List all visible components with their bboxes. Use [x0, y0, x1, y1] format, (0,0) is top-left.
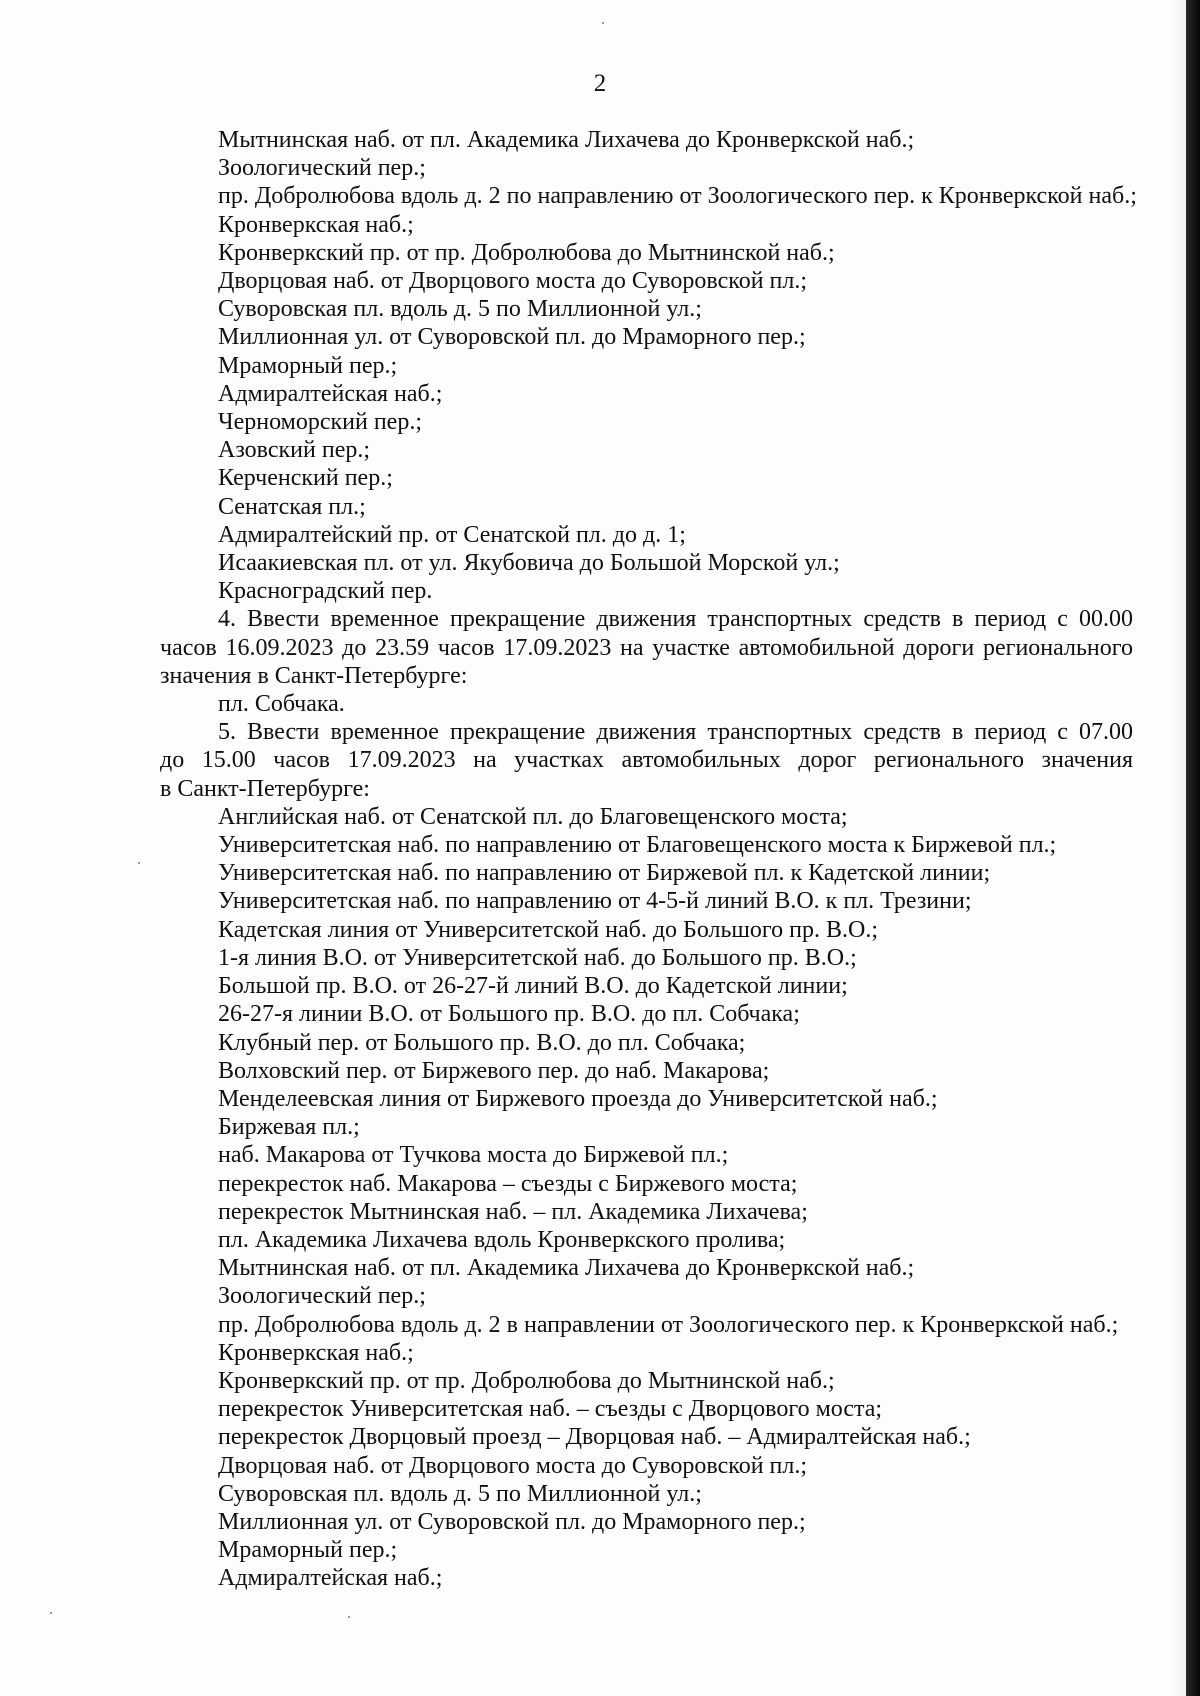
street-line: 1-я линия В.О. от Университетской наб. до Большого пр. В.О.; — [218, 944, 857, 971]
street-list-section-b — [160, 690, 1133, 718]
item-5-paragraph — [160, 718, 1133, 803]
street-line: Биржевая пл.; — [218, 1114, 360, 1141]
street-line: Керченский пер.; — [218, 465, 393, 492]
street-line: Адмиралтейский пр. от Сенатской пл. до д. 1; — [218, 521, 686, 548]
street-line: Клубный пер. от Большого пр. В.О. до пл. Собчака; — [218, 1029, 746, 1056]
street-line: пл. Собчака. — [218, 691, 345, 718]
street-line: Адмиралтейская наб.; — [218, 380, 443, 407]
street-line: Большой пр. В.О. от 26-27-й линий В.О. до Кадетской линии; — [218, 973, 848, 1000]
street-line: Мытнинская наб. от пл. Академика Лихачева до Кронверкской наб.; — [218, 127, 915, 153]
street-line: Менделеевская линия от Биржевого проезда до Университетской наб.; — [218, 1085, 938, 1112]
street-line: Зоологический пер.; — [218, 1283, 426, 1310]
paragraph-line: значения в Санкт-Петербурге: — [160, 662, 468, 689]
street-line: Кронверкская наб.; — [218, 211, 414, 238]
street-line: пр. Добролюбова вдоль д. 2 по направлению от Зоологического пер. к Кронверкской наб.; — [218, 183, 1137, 210]
street-line: Университетская наб. по направлению от Благовещенского моста к Биржевой пл.; — [218, 832, 1057, 859]
street-line: Мытнинская наб. от пл. Академика Лихачева до Кронверкской наб.; — [218, 1255, 915, 1282]
street-line: Суворовская пл. вдоль д. 5 по Миллионной ул.; — [218, 296, 702, 323]
item-4-paragraph — [160, 605, 1133, 690]
street-line: Кронверкская наб.; — [218, 1339, 414, 1366]
scan-speck — [602, 22, 604, 24]
scan-speck — [348, 1616, 350, 1618]
street-line: перекресток Дворцовый проезд – Дворцовая наб. – Адмиралтейская наб.; — [218, 1424, 971, 1451]
street-line: Волховский пер. от Биржевого пер. до наб. Макарова; — [218, 1057, 770, 1084]
street-line: Кронверкский пр. от пр. Добролюбова до Мытнинской наб.; — [218, 1367, 835, 1394]
street-line: Сенатская пл.; — [218, 493, 366, 520]
street-line: Черноморский пер.; — [218, 409, 422, 436]
street-line: Дворцовая наб. от Дворцового моста до Суворовской пл.; — [218, 268, 808, 295]
street-line: Университетская наб. по направлению от Биржевой пл. к Кадетской линии; — [218, 860, 991, 887]
paragraph-line: часов 16.09.2023 до 23.59 часов 17.09.2023 на участке автомобильной дороги регионального — [160, 634, 1133, 661]
street-line: Зоологический пер.; — [218, 155, 426, 182]
scan-speck — [138, 862, 140, 864]
street-list-section-c — [160, 803, 1133, 1593]
paragraph-line: 4. Ввести временное прекращение движения транспортных средств в период с 00.00 — [218, 606, 1133, 633]
street-line: Английская наб. от Сенатской пл. до Благовещенского моста; — [218, 803, 848, 830]
street-line: Университетская наб. по направлению от 4-5-й линий В.О. к пл. Трезини; — [218, 888, 972, 915]
street-line: наб. Макарова от Тучкова моста до Биржевой пл.; — [218, 1142, 729, 1169]
street-line: Адмиралтейская наб.; — [218, 1565, 443, 1592]
street-line: Красноградский пер. — [218, 578, 433, 605]
street-line: Миллионная ул. от Суворовской пл. до Мраморного пер.; — [218, 324, 806, 351]
street-line: Суворовская пл. вдоль д. 5 по Миллионной ул.; — [218, 1480, 702, 1507]
street-line: пр. Добролюбова вдоль д. 2 в направлении от Зоологического пер. к Кронверкской наб.; — [218, 1311, 1119, 1338]
street-line: перекресток Мытнинская наб. – пл. Академика Лихачева; — [218, 1198, 808, 1225]
street-line: Миллионная ул. от Суворовской пл. до Мраморного пер.; — [218, 1508, 806, 1535]
street-line: Кронверкский пр. от пр. Добролюбова до Мытнинской наб.; — [218, 239, 835, 266]
paragraph-line: в Санкт-Петербурге: — [160, 775, 370, 802]
street-line: Мраморный пер.; — [218, 352, 398, 379]
street-line: Дворцовая наб. от Дворцового моста до Суворовской пл.; — [218, 1452, 808, 1479]
street-line: 26-27-я линии В.О. от Большого пр. В.О. до пл. Собчака; — [218, 1001, 800, 1028]
scan-edge — [1186, 0, 1200, 1696]
street-line: Азовский пер.; — [218, 437, 371, 464]
paragraph-line: до 15.00 часов 17.09.2023 на участках автомобильных дорог регионального значения — [160, 747, 1133, 774]
street-line: пл. Академика Лихачева вдоль Кронверкского пролива; — [218, 1226, 786, 1253]
street-line: Исаакиевская пл. от ул. Якубовича до Большой Морской ул.; — [218, 550, 840, 577]
street-line: Кадетская линия от Университетской наб. до Большого пр. В.О.; — [218, 916, 878, 943]
street-line: перекресток наб. Макарова – съезды с Биржевого моста; — [218, 1170, 798, 1197]
paragraph-line: 5. Ввести временное прекращение движения транспортных средств в период с 07.00 — [218, 719, 1133, 746]
scan-speck — [50, 1612, 52, 1614]
page-number: 2 — [593, 70, 607, 97]
street-list-section-a — [160, 126, 1137, 605]
street-line: Мраморный пер.; — [218, 1537, 398, 1564]
document-body — [160, 126, 1137, 1593]
street-line: перекресток Университетская наб. – съезды с Дворцового моста; — [218, 1396, 883, 1423]
